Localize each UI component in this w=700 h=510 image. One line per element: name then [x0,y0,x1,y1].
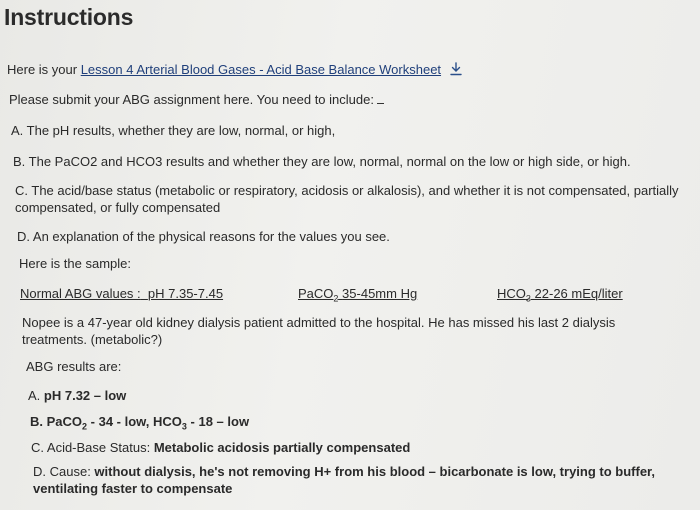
results-label: ABG results are: [26,359,122,374]
submit-text: Please submit your ABG assignment here. You need to include: [9,92,374,107]
requirement-c: C. The acid/base status (metabolic or respiratory, acidosis or alkalosis), and whether it is not compensated, partially compensated, or fully compensated [15,183,679,215]
case-text: Nopee is a 47-year old kidney dialysis patient admitted to the hospital. He has missed his last 2 dialysis treatments. (metabolic?) [22,315,616,347]
result-c [31,439,410,456]
normal-hco3-sub: 3 [525,293,531,304]
requirement-b: B. The PaCO2 and HCO3 results and whether they are low, normal, normal on the low or high side, or high. [13,154,631,169]
normal-paco2 [298,285,417,308]
normal-hco3-prefix: HCO [497,286,526,301]
result-b-prefix: B. [30,414,47,429]
result-a-value: pH 7.32 – low [43,388,127,403]
submit-line [9,91,384,108]
result-b-hco3: HCO [153,414,182,429]
result-b-paco2-sub: 2 [82,421,88,432]
result-b-hco3-rest: - 18 – low [186,414,250,429]
result-c-value: Metabolic acidosis partially compensated [153,440,411,455]
requirement-d: D. An explanation of the physical reasons for the values you see. [17,229,390,244]
worksheet-link[interactable]: Lesson 4 Arterial Blood Gases - Acid Base Balance Worksheet [80,62,442,77]
result-d-value: without dialysis, he's not removing H+ from his blood – bicarbonate is low, trying to buffer, ventilating faster to compensate [33,464,656,496]
intro-prefix: Here is your [7,62,78,77]
download-icon[interactable] [449,62,463,76]
result-b-paco2: PaCO [46,414,83,429]
page-title: Instructions [4,4,134,30]
normals-label [20,285,223,302]
intro-line [7,61,463,78]
normal-paco2-prefix: PaCO [298,286,334,301]
result-c-prefix: C. Acid-Base Status: [31,440,154,455]
normal-ph: pH 7.35-7.45 [147,286,224,301]
result-d [33,463,698,497]
normal-hco3-range: 22-26 mEq/liter [534,286,623,301]
result-d-prefix: D. Cause: [33,464,95,479]
result-b [30,413,249,436]
normal-paco2-sub: 2 [333,293,339,304]
normal-hco3 [497,285,623,308]
text-cursor [377,93,384,104]
result-a-prefix: A. [28,388,44,403]
result-b-paco2-rest: - 34 - low, [87,414,154,429]
requirement-a: A. The pH results, whether they are low, normal, or high, [11,123,336,138]
sample-label: Here is the sample: [19,256,131,271]
normals-label-text: Normal ABG values : [20,286,141,301]
result-a [28,387,126,404]
result-b-hco3-sub: 3 [181,421,187,432]
normal-paco2-range: 35-45mm Hg [342,286,418,301]
